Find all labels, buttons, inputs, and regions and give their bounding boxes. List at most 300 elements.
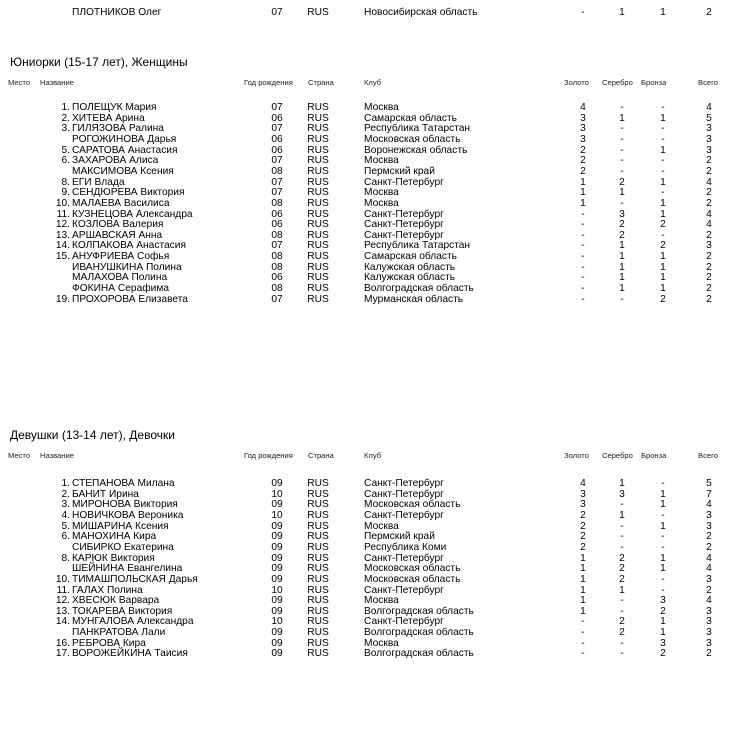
header-name: Название	[40, 451, 74, 460]
cell-bronze: 2	[660, 240, 666, 252]
cell-country: RUS	[307, 531, 329, 543]
cell-gold: 2	[580, 520, 586, 532]
cell-name: ПЛОТНИКОВ Олег	[72, 7, 162, 18]
cell-silver: -	[620, 293, 624, 305]
cell-year: 09	[271, 520, 283, 532]
cell-place: 16.	[55, 637, 70, 649]
cell-silver: 2	[619, 573, 625, 585]
cell-total: 3	[706, 637, 712, 649]
cell-bronze: 1	[660, 272, 666, 284]
header-gold: Золото	[564, 451, 589, 460]
cell-gold: -	[581, 283, 585, 295]
header-country: Страна	[308, 78, 334, 87]
cell-total: 3	[706, 627, 712, 639]
cell-name: КОЗЛОВА Валерия	[72, 219, 164, 231]
cell-bronze: 1	[660, 176, 666, 188]
cell-bronze: 1	[660, 261, 666, 273]
cell-name: ТОКАРЕВА Виктория	[72, 605, 173, 617]
cell-place: 15.	[55, 251, 70, 263]
cell-place: 2.	[61, 488, 70, 500]
cell-club: Санкт-Петербург	[364, 229, 444, 241]
cell-total: 2	[706, 187, 712, 199]
cell-silver: -	[620, 197, 624, 209]
cell-name: РЕБРОВА Кира	[72, 637, 146, 649]
cell-year: 08	[271, 251, 283, 263]
cell-silver: 1	[619, 187, 625, 199]
cell-total: 2	[706, 155, 712, 167]
header-name: Название	[40, 78, 74, 87]
cell-name: МАЛАЕВА Василиса	[72, 197, 170, 209]
cell-name: ХВЕСЮК Варвара	[72, 595, 160, 607]
cell-gold: -	[581, 240, 585, 252]
cell-name: СЕНДЮРЕВА Виктория	[72, 187, 185, 199]
header-silver: Серебро	[602, 78, 633, 87]
cell-silver: 2	[619, 219, 625, 231]
section-title: Девушки (13-14 лет), Девочки	[10, 428, 175, 442]
cell-place: 4.	[61, 509, 70, 521]
cell-place: 6.	[61, 531, 70, 543]
cell-bronze: -	[661, 165, 665, 177]
cell-year: 09	[271, 552, 283, 564]
cell-year: 06	[271, 272, 283, 284]
cell-country: RUS	[307, 165, 329, 177]
cell-total: 2	[706, 261, 712, 273]
cell-silver: 2	[619, 229, 625, 241]
cell-country: RUS	[307, 499, 329, 511]
cell-total: 2	[706, 584, 712, 596]
cell-year: 06	[271, 133, 283, 145]
cell-country: RUS	[307, 187, 329, 199]
cell-club: Мурманская область	[364, 293, 464, 305]
cell-year: 06	[271, 208, 283, 220]
cell-year: 10	[271, 584, 283, 596]
cell-total: 2	[706, 293, 712, 305]
cell-silver: -	[620, 155, 624, 167]
table-row	[0, 7, 750, 19]
cell-total: 3	[706, 573, 712, 585]
cell-club: Москва	[364, 155, 399, 167]
cell-total: 3	[706, 605, 712, 617]
cell-year: 07	[271, 240, 283, 252]
cell-silver: -	[620, 144, 624, 156]
cell-country: RUS	[307, 648, 329, 660]
cell-silver: 1	[619, 112, 625, 124]
cell-place: 3.	[61, 499, 70, 511]
cell-club: Санкт-Петербург	[364, 478, 444, 489]
header-bronze: Бронза	[641, 78, 667, 87]
cell-country: RUS	[307, 627, 329, 639]
cell-name: МИРОНОВА Виктория	[72, 499, 178, 511]
cell-total: 4	[706, 102, 712, 113]
cell-total: 4	[706, 552, 712, 564]
cell-club: Московская область	[364, 563, 461, 575]
cell-silver: 3	[619, 208, 625, 220]
header-club: Клуб	[364, 451, 382, 460]
cell-gold: -	[581, 251, 585, 263]
cell-bronze: 1	[660, 520, 666, 532]
cell-country: RUS	[307, 584, 329, 596]
cell-club: Республика Коми	[364, 541, 447, 553]
cell-club: Москва	[364, 520, 399, 532]
cell-bronze: 1	[660, 112, 666, 124]
header-total: Всего	[698, 451, 718, 460]
cell-silver: -	[620, 520, 624, 532]
cell-name: ИВАНУШКИНА Полина	[72, 261, 182, 273]
cell-club: Республика Татарстан	[364, 123, 471, 135]
cell-year: 07	[271, 293, 283, 305]
cell-gold: 1	[580, 584, 586, 596]
cell-total: 3	[706, 520, 712, 532]
cell-bronze: -	[661, 102, 665, 113]
cell-silver: 2	[619, 616, 625, 628]
cell-gold: 4	[580, 102, 586, 113]
cell-club: Москва	[364, 187, 399, 199]
cell-country: RUS	[307, 637, 329, 649]
cell-gold: 2	[580, 531, 586, 543]
cell-country: RUS	[307, 144, 329, 156]
cell-bronze: 2	[660, 219, 666, 231]
cell-silver: -	[620, 541, 624, 553]
cell-total: 2	[706, 229, 712, 241]
cell-year: 08	[271, 197, 283, 209]
cell-year: 09	[271, 605, 283, 617]
cell-place: 13.	[55, 229, 70, 241]
cell-name: ХИТЕВА Арина	[72, 112, 145, 124]
cell-silver: -	[620, 605, 624, 617]
cell-country: RUS	[307, 563, 329, 575]
cell-bronze: 1	[660, 197, 666, 209]
cell-club: Пермский край	[364, 165, 435, 177]
cell-total: 2	[706, 541, 712, 553]
cell-total: 3	[706, 240, 712, 252]
cell-gold: 3	[580, 133, 586, 145]
cell-club: Санкт-Петербург	[364, 616, 444, 628]
cell-gold: -	[581, 229, 585, 241]
cell-year: 07	[271, 123, 283, 135]
cell-club: Московская область	[364, 133, 461, 145]
cell-total: 3	[706, 144, 712, 156]
cell-bronze: 1	[660, 283, 666, 295]
cell-country: RUS	[307, 272, 329, 284]
cell-country: RUS	[307, 616, 329, 628]
cell-bronze: -	[661, 584, 665, 596]
cell-club: Санкт-Петербург	[364, 552, 444, 564]
cell-year: 09	[271, 531, 283, 543]
cell-place: 1.	[61, 102, 70, 113]
cell-club: Волгоградская область	[364, 648, 474, 660]
cell-year: 10	[271, 509, 283, 521]
cell-name: КУЗНЕЦОВА Александра	[72, 208, 193, 220]
cell-total: 4	[706, 595, 712, 607]
cell-name: ГИЛЯЗОВА Ралина	[72, 123, 164, 135]
cell-club: Санкт-Петербург	[364, 488, 444, 500]
cell-total: 2	[706, 197, 712, 209]
cell-country: RUS	[307, 293, 329, 305]
cell-name: САРАТОВА Анастасия	[72, 144, 178, 156]
cell-club: Калужская область	[364, 272, 456, 284]
cell-gold: 1	[580, 595, 586, 607]
cell-name: ТИМАШПОЛЬСКАЯ Дарья	[72, 573, 198, 585]
cell-club: Самарская область	[364, 251, 457, 263]
cell-gold: 1	[580, 573, 586, 585]
cell-year: 09	[271, 573, 283, 585]
cell-bronze: 3	[660, 637, 666, 649]
cell-silver: -	[620, 499, 624, 511]
cell-country: RUS	[307, 229, 329, 241]
cell-place: 2.	[61, 112, 70, 124]
cell-place: 11.	[56, 584, 70, 596]
cell-country: RUS	[307, 240, 329, 252]
cell-club: Московская область	[364, 573, 461, 585]
cell-gold: -	[581, 293, 585, 305]
cell-place: 17.	[55, 648, 70, 660]
cell-club: Волгоградская область	[364, 605, 474, 617]
cell-name: МАКСИМОВА Ксения	[72, 165, 174, 177]
cell-silver: -	[620, 637, 624, 649]
cell-country: RUS	[307, 155, 329, 167]
cell-club: Пермский край	[364, 531, 435, 543]
cell-year: 06	[271, 144, 283, 156]
header-club: Клуб	[364, 78, 382, 87]
cell-year: 07	[271, 176, 283, 188]
cell-year: 07	[271, 155, 283, 167]
cell-name: ПОЛЕЩУК Мария	[72, 102, 157, 113]
cell-country: RUS	[307, 478, 329, 489]
cell-year: 09	[271, 563, 283, 575]
cell-name: МУНГАЛОВА Александра	[72, 616, 194, 628]
cell-total: 2	[706, 251, 712, 263]
cell-bronze: 1	[660, 488, 666, 500]
cell-bronze: 1	[660, 552, 666, 564]
cell-club: Санкт-Петербург	[364, 219, 444, 231]
cell-club: Москва	[364, 637, 399, 649]
cell-year: 08	[271, 229, 283, 241]
cell-silver: -	[620, 165, 624, 177]
cell-year: 09	[271, 541, 283, 553]
cell-year: 09	[271, 499, 283, 511]
cell-gold: 1	[580, 605, 586, 617]
table-row	[0, 648, 750, 660]
cell-silver: 1	[619, 272, 625, 284]
cell-total: 4	[706, 499, 712, 511]
cell-silver: 1	[619, 584, 625, 596]
cell-gold: -	[581, 616, 585, 628]
cell-name: БАНИТ Ирина	[72, 488, 139, 500]
cell-club: Санкт-Петербург	[364, 584, 444, 596]
cell-bronze: 2	[660, 293, 666, 305]
cell-country: RUS	[307, 488, 329, 500]
cell-place: 11.	[56, 208, 70, 220]
cell-gold: 1	[580, 187, 586, 199]
cell-bronze: 1	[660, 251, 666, 263]
cell-name: РОГОЖИНОВА Дарья	[72, 133, 177, 145]
cell-name: МАНОХИНА Кира	[72, 531, 157, 543]
cell-silver: -	[620, 531, 624, 543]
cell-country: RUS	[307, 219, 329, 231]
cell-club: Москва	[364, 102, 399, 113]
cell-total: 2	[706, 7, 712, 18]
cell-year: 09	[271, 648, 283, 660]
cell-gold: 1	[580, 552, 586, 564]
cell-name: АРШАВСКАЯ Анна	[72, 229, 163, 241]
cell-total: 4	[706, 219, 712, 231]
cell-silver: 1	[619, 478, 625, 489]
cell-country: RUS	[307, 552, 329, 564]
cell-bronze: -	[661, 123, 665, 135]
cell-name: ПАНКРАТОВА Лали	[72, 627, 166, 639]
cell-year: 08	[271, 283, 283, 295]
cell-year: 09	[271, 637, 283, 649]
cell-gold: 1	[580, 563, 586, 575]
cell-bronze: -	[661, 509, 665, 521]
cell-gold: -	[581, 219, 585, 231]
cell-bronze: 1	[660, 563, 666, 575]
cell-year: 09	[271, 478, 283, 489]
cell-club: Санкт-Петербург	[364, 208, 444, 220]
cell-total: 5	[706, 478, 712, 489]
cell-bronze: 1	[660, 627, 666, 639]
cell-bronze: -	[661, 531, 665, 543]
header-gold: Золото	[564, 78, 589, 87]
cell-bronze: 3	[660, 595, 666, 607]
cell-country: RUS	[307, 573, 329, 585]
cell-total: 3	[706, 509, 712, 521]
cell-silver: -	[620, 133, 624, 145]
cell-club: Санкт-Петербург	[364, 509, 444, 521]
cell-year: 08	[271, 165, 283, 177]
cell-place: 10.	[55, 573, 70, 585]
cell-total: 2	[706, 272, 712, 284]
cell-gold: 2	[580, 165, 586, 177]
cell-silver: -	[620, 123, 624, 135]
cell-year: 10	[271, 488, 283, 500]
cell-club: Московская область	[364, 499, 461, 511]
cell-silver: 1	[619, 261, 625, 273]
cell-year: 08	[271, 261, 283, 273]
cell-place: 14.	[55, 240, 70, 252]
cell-year: 09	[271, 595, 283, 607]
cell-club: Москва	[364, 197, 399, 209]
cell-place: 1.	[61, 478, 70, 489]
cell-club: Волгоградская область	[364, 627, 474, 639]
cell-year: 07	[271, 187, 283, 199]
cell-gold: -	[581, 272, 585, 284]
cell-name: КОЛПАКОВА Анастасия	[72, 240, 186, 252]
cell-country: RUS	[307, 208, 329, 220]
cell-place: 8.	[61, 552, 70, 564]
cell-bronze: -	[661, 573, 665, 585]
cell-place: 6.	[61, 155, 70, 167]
cell-place: 5.	[61, 520, 70, 532]
cell-total: 2	[706, 283, 712, 295]
cell-year: 10	[271, 616, 283, 628]
cell-gold: 2	[580, 144, 586, 156]
cell-name: СИБИРКО Екатерина	[72, 541, 174, 553]
cell-silver: -	[620, 648, 624, 660]
header-year: Год рождения	[244, 451, 293, 460]
cell-name: НОВИЧКОВА Вероника	[72, 509, 184, 521]
cell-total: 3	[706, 616, 712, 628]
cell-gold: 2	[580, 155, 586, 167]
cell-silver: 2	[619, 627, 625, 639]
cell-country: RUS	[307, 133, 329, 145]
cell-bronze: -	[661, 541, 665, 553]
cell-place: 8.	[61, 176, 70, 188]
cell-club: Самарская область	[364, 112, 457, 124]
cell-club: Калужская область	[364, 261, 456, 273]
cell-place: 12.	[55, 595, 70, 607]
cell-country: RUS	[307, 176, 329, 188]
cell-bronze: 1	[660, 616, 666, 628]
cell-total: 3	[706, 123, 712, 135]
cell-club: Республика Татарстан	[364, 240, 471, 252]
cell-bronze: -	[661, 478, 665, 489]
cell-bronze: 1	[660, 7, 666, 18]
cell-name: МИШАРИНА Ксения	[72, 520, 169, 532]
cell-year: 06	[271, 219, 283, 231]
cell-total: 4	[706, 208, 712, 220]
cell-bronze: -	[661, 133, 665, 145]
cell-silver: -	[620, 595, 624, 607]
cell-silver: 1	[619, 251, 625, 263]
cell-name: ШЕЙНИНА Евангелина	[72, 563, 183, 575]
cell-total: 2	[706, 648, 712, 660]
cell-gold: 3	[580, 499, 586, 511]
cell-place: 13.	[55, 605, 70, 617]
cell-country: RUS	[307, 123, 329, 135]
cell-gold: -	[581, 648, 585, 660]
header-place: Место	[8, 451, 31, 460]
cell-place: 9.	[61, 187, 70, 199]
table-header	[0, 451, 750, 461]
cell-gold: -	[581, 627, 585, 639]
cell-silver: 2	[619, 552, 625, 564]
cell-silver: 3	[619, 488, 625, 500]
cell-country: RUS	[307, 605, 329, 617]
cell-gold: 2	[580, 541, 586, 553]
cell-bronze: 1	[660, 208, 666, 220]
cell-place: 10.	[55, 197, 70, 209]
cell-silver: 1	[619, 240, 625, 252]
cell-bronze: 1	[660, 499, 666, 511]
cell-gold: -	[581, 7, 585, 18]
cell-name: КАРЮК Виктория	[72, 552, 155, 564]
cell-country: RUS	[307, 197, 329, 209]
header-silver: Серебро	[602, 451, 633, 460]
section-title: Юниорки (15-17 лет), Женщины	[10, 55, 188, 69]
cell-bronze: -	[661, 155, 665, 167]
cell-place: 12.	[55, 219, 70, 231]
cell-gold: 4	[580, 478, 586, 489]
cell-country: RUS	[307, 261, 329, 273]
header-country: Страна	[308, 451, 334, 460]
cell-name: ВОРОЖЕЙКИНА Таисия	[72, 648, 188, 660]
cell-total: 7	[706, 488, 712, 500]
cell-total: 2	[706, 165, 712, 177]
cell-country: RUS	[307, 541, 329, 553]
cell-name: ЕГИ Влада	[72, 176, 125, 188]
cell-place: 3.	[61, 123, 70, 135]
cell-total: 3	[706, 133, 712, 145]
cell-year: 09	[271, 627, 283, 639]
cell-silver: 2	[619, 176, 625, 188]
cell-gold: 2	[580, 509, 586, 521]
header-place: Место	[8, 78, 31, 87]
cell-gold: 1	[580, 176, 586, 188]
cell-bronze: -	[661, 187, 665, 199]
cell-club: Волгоградская область	[364, 283, 474, 295]
cell-year: 07	[271, 7, 283, 18]
